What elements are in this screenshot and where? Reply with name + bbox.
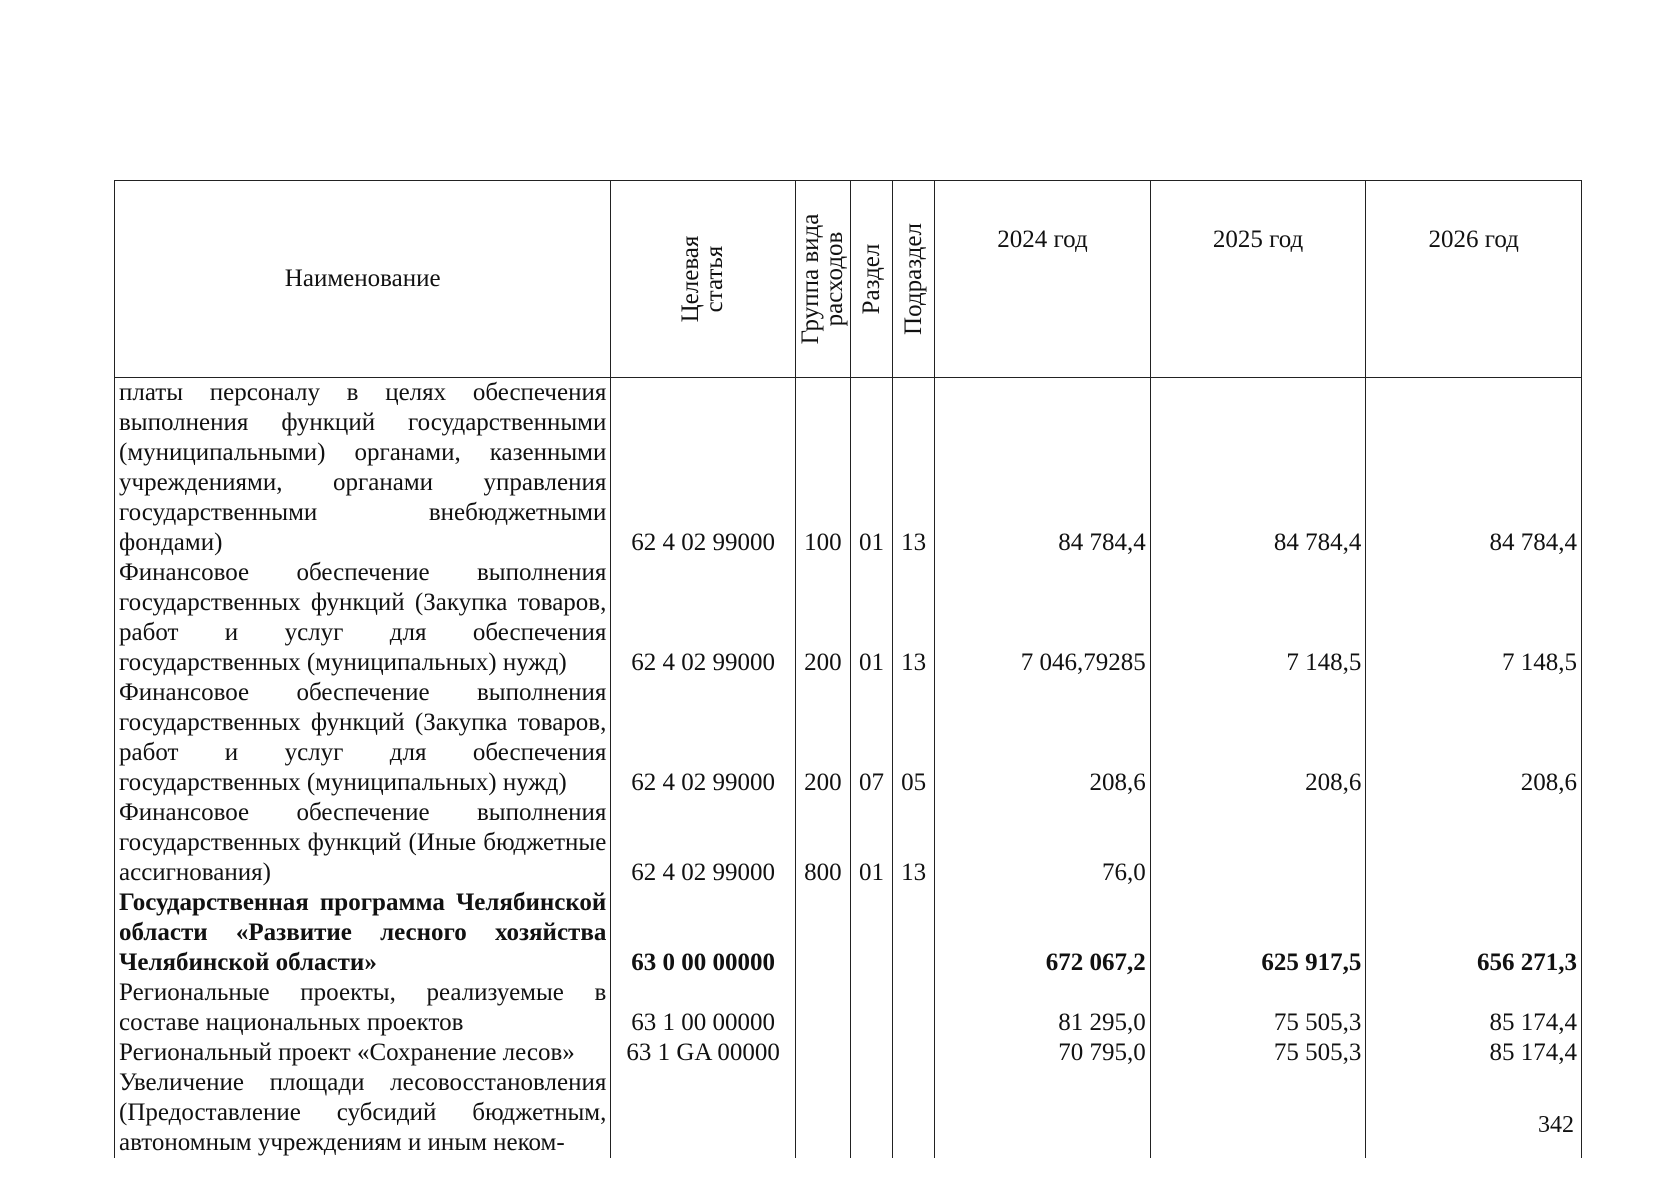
row-code: 63 1 00 00000 bbox=[611, 978, 796, 1038]
row-code: 63 1 GA 00000 bbox=[611, 1038, 796, 1068]
table-row bbox=[115, 888, 1582, 978]
row-2025: 84 784,4 bbox=[1150, 378, 1366, 559]
row-2025: 7 148,5 bbox=[1150, 558, 1366, 678]
table-row bbox=[115, 798, 1582, 888]
row-razdel: 01 bbox=[850, 798, 892, 888]
row-podrazdel bbox=[893, 888, 935, 978]
row-2026: 656 271,3 bbox=[1366, 888, 1582, 978]
row-razdel: 01 bbox=[850, 378, 892, 559]
row-razdel: 07 bbox=[850, 678, 892, 798]
row-2025 bbox=[1150, 798, 1366, 888]
header-row bbox=[115, 181, 1582, 378]
row-group bbox=[795, 1038, 850, 1068]
row-group bbox=[795, 978, 850, 1038]
header-code bbox=[611, 181, 796, 378]
header-razdel-label: Раздел bbox=[857, 243, 885, 315]
row-2025 bbox=[1150, 1068, 1366, 1158]
row-code: 62 4 02 99000 bbox=[611, 678, 796, 798]
row-2024: 7 046,79285 bbox=[935, 558, 1151, 678]
row-2025: 208,6 bbox=[1150, 678, 1366, 798]
header-2025: 2025 год bbox=[1150, 181, 1366, 378]
row-2024: 70 795,0 bbox=[935, 1038, 1151, 1068]
budget-table bbox=[114, 180, 1582, 1158]
row-2024: 208,6 bbox=[935, 678, 1151, 798]
row-code bbox=[611, 1068, 796, 1158]
row-name: Государственная программа Челябинской области «Развитие лесного хозяйства Челябинской области» bbox=[115, 888, 611, 978]
header-2024: 2024 год bbox=[935, 181, 1151, 378]
row-code: 62 4 02 99000 bbox=[611, 798, 796, 888]
header-razdel bbox=[850, 181, 892, 378]
header-podrazdel bbox=[893, 181, 935, 378]
row-razdel bbox=[850, 1038, 892, 1068]
header-code-label: Целевая статья bbox=[677, 235, 729, 323]
table-row bbox=[115, 1038, 1582, 1068]
row-razdel bbox=[850, 888, 892, 978]
row-2026: 7 148,5 bbox=[1366, 558, 1582, 678]
header-group-label: Группа вида расходов bbox=[796, 213, 848, 345]
row-name: Финансовое обеспечение выполнения государственных функций (Иные бюджетные ассигнования) bbox=[115, 798, 611, 888]
table-row bbox=[115, 978, 1582, 1038]
header-2026: 2026 год bbox=[1366, 181, 1582, 378]
row-podrazdel bbox=[893, 978, 935, 1038]
header-name: Наименование bbox=[115, 181, 611, 378]
row-2024: 76,0 bbox=[935, 798, 1151, 888]
row-2024: 672 067,2 bbox=[935, 888, 1151, 978]
row-2026 bbox=[1366, 798, 1582, 888]
row-name: Финансовое обеспечение выполнения государственных функций (Закупка товаров, работ и услуг для обеспечения государственных (муниципальных) нужд) bbox=[115, 678, 611, 798]
row-2025: 75 505,3 bbox=[1150, 1038, 1366, 1068]
row-podrazdel bbox=[893, 1038, 935, 1068]
row-2025: 625 917,5 bbox=[1150, 888, 1366, 978]
table-row bbox=[115, 558, 1582, 678]
row-code: 63 0 00 00000 bbox=[611, 888, 796, 978]
header-group bbox=[795, 181, 850, 378]
row-2025: 75 505,3 bbox=[1150, 978, 1366, 1038]
row-podrazdel bbox=[893, 1068, 935, 1158]
row-podrazdel: 13 bbox=[893, 378, 935, 559]
page-number: 342 bbox=[1538, 1112, 1574, 1138]
row-name: платы персоналу в целях обеспечения выполнения функций государственными (муниципальными) органами, казенными учреждениями, органами управления государственными внебюджетными фондами) bbox=[115, 378, 611, 559]
row-code: 62 4 02 99000 bbox=[611, 378, 796, 559]
row-2024: 81 295,0 bbox=[935, 978, 1151, 1038]
row-name: Финансовое обеспечение выполнения государственных функций (Закупка товаров, работ и услуг для обеспечения государственных (муниципальных) нужд) bbox=[115, 558, 611, 678]
row-group bbox=[795, 1068, 850, 1158]
row-2024: 84 784,4 bbox=[935, 378, 1151, 559]
row-group bbox=[795, 888, 850, 978]
row-podrazdel: 13 bbox=[893, 798, 935, 888]
row-razdel bbox=[850, 978, 892, 1038]
table-row bbox=[115, 678, 1582, 798]
header-podrazdel-label: Подраздел bbox=[899, 223, 927, 335]
row-name: Региональные проекты, реализуемые в составе национальных проектов bbox=[115, 978, 611, 1038]
row-2024 bbox=[935, 1068, 1151, 1158]
row-code: 62 4 02 99000 bbox=[611, 558, 796, 678]
row-2026: 208,6 bbox=[1366, 678, 1582, 798]
row-2026: 85 174,4 bbox=[1366, 1038, 1582, 1068]
row-razdel: 01 bbox=[850, 558, 892, 678]
row-podrazdel: 13 bbox=[893, 558, 935, 678]
row-group: 200 bbox=[795, 678, 850, 798]
row-name: Региональный проект «Сохранение лесов» bbox=[115, 1038, 611, 1068]
row-2026: 85 174,4 bbox=[1366, 978, 1582, 1038]
row-podrazdel: 05 bbox=[893, 678, 935, 798]
row-razdel bbox=[850, 1068, 892, 1158]
row-group: 200 bbox=[795, 558, 850, 678]
row-group: 100 bbox=[795, 378, 850, 559]
row-group: 800 bbox=[795, 798, 850, 888]
table-row bbox=[115, 1068, 1582, 1158]
row-name: Увеличение площади лесовосстановления (Предоставление субсидий бюджетным, автономным учреждениям и иным неком- bbox=[115, 1068, 611, 1158]
table-row bbox=[115, 378, 1582, 559]
row-2026: 84 784,4 bbox=[1366, 378, 1582, 559]
